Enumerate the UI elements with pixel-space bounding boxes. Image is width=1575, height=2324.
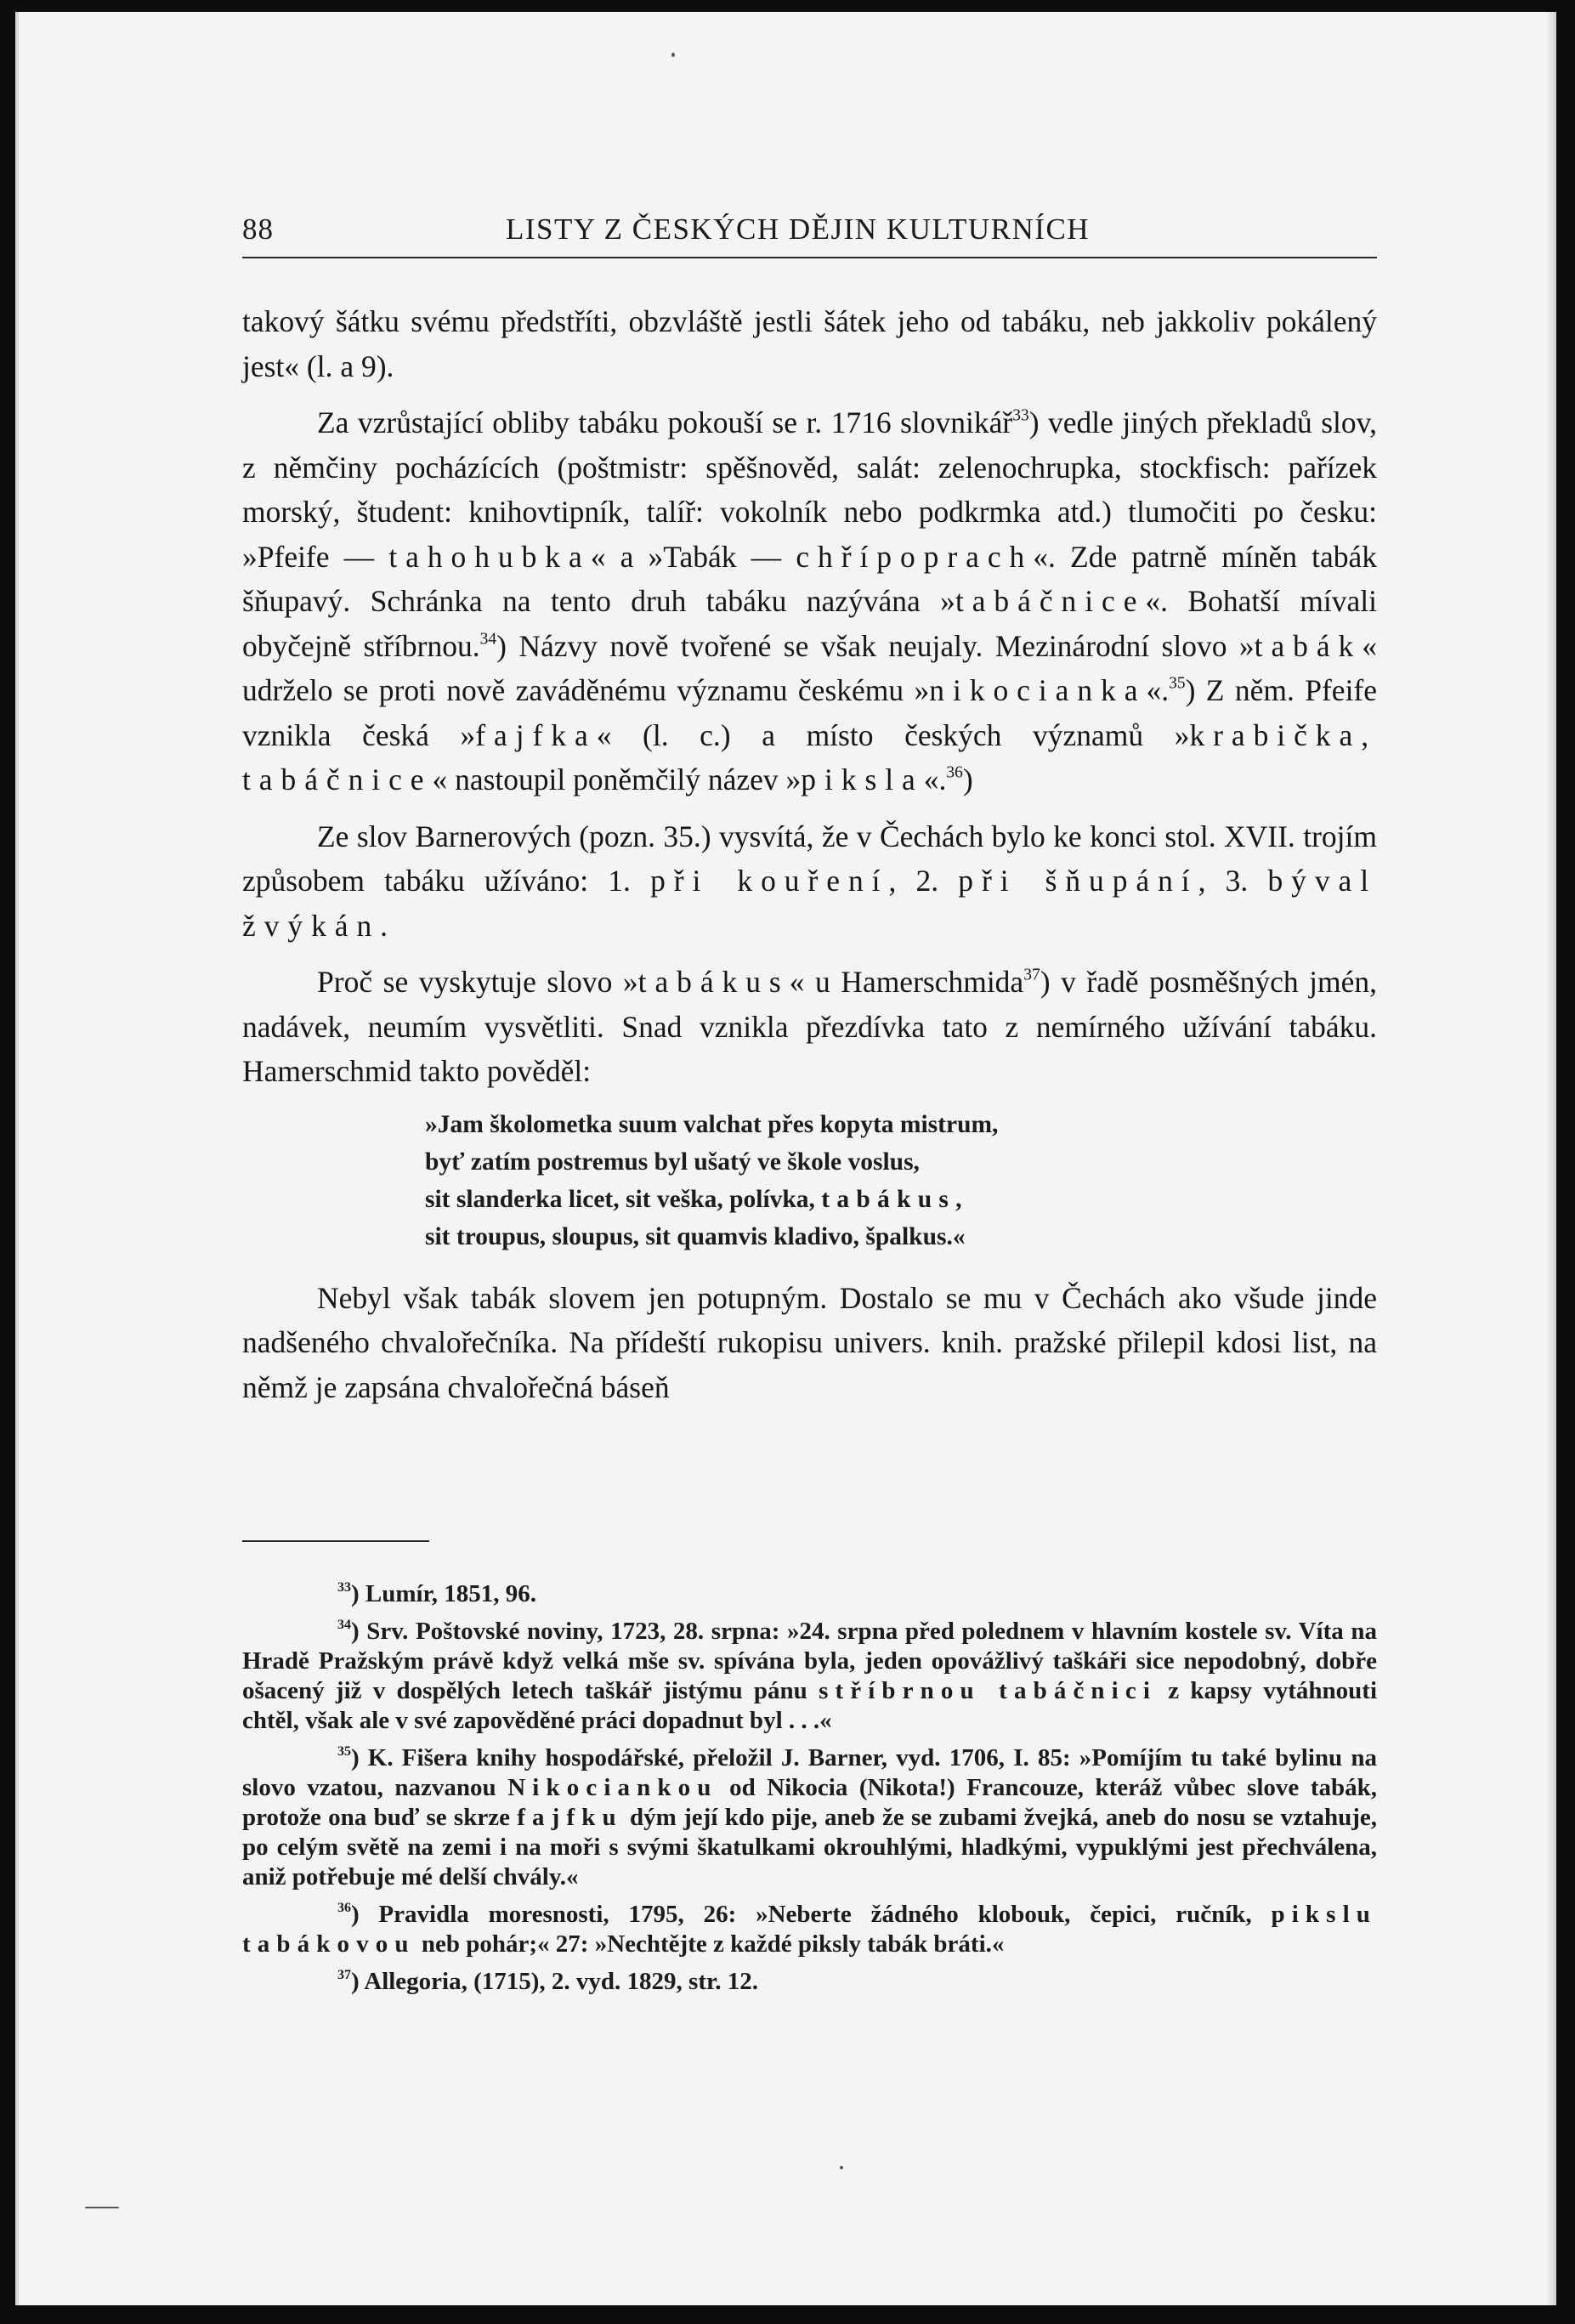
verse-line: sit troupus, sloupus, sit quamvis kladivo, špalkus.« — [425, 1222, 966, 1250]
body-text — [242, 299, 1377, 1421]
scan-speck — [85, 2207, 119, 2208]
verse-quotation — [425, 1106, 1377, 1256]
footnote-33: $^{33}$) Lumír, 1851, 96. — [337, 1580, 536, 1607]
footnote-ref-34[interactable]: 34 — [479, 629, 497, 648]
paragraph-1: takový šátku svému předstříti, obzvláště jestli šátek jeho od tabáku, neb jakkoliv pokálený jest« (l. a 9). — [242, 304, 1377, 383]
running-header — [242, 213, 1377, 255]
paragraph-2: Za vzrůstající obliby tabáku pokouší se r. 1716 slovnikář$^{33}$) vedle jiných překladů slov, z němčiny pocházících (poštmistr: spěšnověd, salát: zelenochrupka, stockfisch: pařízek morský, študent: knihovtipník, talíř: vokolník nebo podkrmka atd.) tlumočiti po česku: »Pfeife — tahohubka« a »Tabák — chřípoprach«. Zde patrně míněn tabák šňupavý. Schránka na tento druh tabáku nazývána »tabáčnice«. Bohatší mívali obyčejně stříbrnou.$^{34}$) Názvy nově tvořené se však neujaly. Mezinárodní slovo »tabák« udrželo se proti nově zaváděnému významu českému »nikocianka«.$^{35}$) Z něm. Pfeife vznikla česká »fajfka« (l. c.) a místo českých významů »krabička, tabáčnice« nastoupil poněmčilý název »piksla«.$^{36}$) — [242, 405, 1378, 796]
footnote-36: $^{36}$) Pravidla moresnosti, 1795, 26: »Neberte žádného klobouk, čepici, ručník, pikslu tabákovou neb pohár;« 27: »Nechtějte z každé piksly tabák bráti.« — [242, 1901, 1377, 1958]
footnote-ref-33[interactable]: 33 — [1012, 406, 1029, 425]
scan-border-top — [0, 0, 1575, 12]
paragraph-3: Ze slov Barnerových (pozn. 35.) vysvítá, že v Čechách bylo ke konci stol. XVII. trojím způsobem tabáku užíváno: 1. při kouření, 2. při šňupání, 3. býval žvýkán. — [242, 819, 1378, 943]
scan-speck — [840, 2166, 843, 2169]
verse-line: byť zatím postremus byl ušatý ve škole voslus, — [425, 1148, 920, 1176]
footnote-ref-36[interactable]: 36 — [946, 763, 963, 782]
page-number: 88 — [242, 213, 274, 246]
footnotes — [242, 1579, 1377, 2004]
page-edge-left — [15, 12, 19, 2305]
page-edge-right — [1546, 12, 1556, 2305]
running-title: LISTY Z ČESKÝCH DĚJIN KULTURNÍCH — [506, 213, 1091, 246]
scan-border-left — [0, 0, 15, 2324]
paragraph-5: Nebyl však tabák slovem jen potupným. Dostalo se mu v Čechách ako všude jinde nadšeného chvalořečníka. Na přídeští rukopisu univers. knih. pražské přilepil kdosi list, na němž je zapsána chvalořečná báseň — [242, 1280, 1377, 1404]
verse-line: sit slanderka licet, sit veška, polívka, tabákus, — [425, 1185, 962, 1213]
footnote-rule — [242, 1540, 429, 1542]
scan-border-right — [1556, 0, 1575, 2324]
footnote-ref-37[interactable]: 37 — [1023, 966, 1040, 984]
paragraph-4: Proč se vyskytuje slovo »tabákus« u Hamerschmida$^{37}$) v řadě posměšných jmén, nadávek, neumím vysvětliti. Snad vznikla přezdívka tato z nemírného užívání tabáku. Hamerschmid takto pověděl: — [242, 965, 1378, 1088]
scan-speck — [671, 53, 675, 57]
header-rule — [242, 257, 1377, 258]
scan-border-bottom — [0, 2305, 1575, 2324]
verse-line: »Jam školometka suum valchat přes kopyta mistrum, — [425, 1110, 999, 1138]
footnote-37: $^{37}$) Allegoria, (1715), 2. vyd. 1829, str. 12. — [337, 1968, 758, 1995]
footnote-35: $^{35}$) K. Fišera knihy hospodářské, přeložil J. Barner, vyd. 1706, I. 85: »Pomíjím tu také bylinu na slovo vzatou, nazvanou Nikociankou od Nikocia (Nikota!) Francouze, kteráž vůbec slove tabák, protože ona buď se skrze fajfku dým její kdo pije, aneb že se zubami žvejká, aneb do nosu se vztahuje, po celým světě na zemi i na moři s svými škatulkami okrouhlými, hladkými, vypuklými jest přechválena, aniž potřebuje mé delší chvály.« — [242, 1744, 1378, 1890]
footnote-34: $^{34}$) Srv. Poštovské noviny, 1723, 28. srpna: »24. srpna před polednem v hlavním kostele sv. Víta na Hradě Pražským právě když velká mše sv. spívána byla, jeden opovážlivý taškáři sice nepodobný, dobře ošacený již v dospělých letech taškář jistýmu pánu stříbrnou tabáčnici z kapsy vytáhnouti chtěl, však ale v své zapověděné práci dopadnut byl . . .« — [242, 1618, 1377, 1734]
footnote-ref-35[interactable]: 35 — [1169, 674, 1186, 693]
